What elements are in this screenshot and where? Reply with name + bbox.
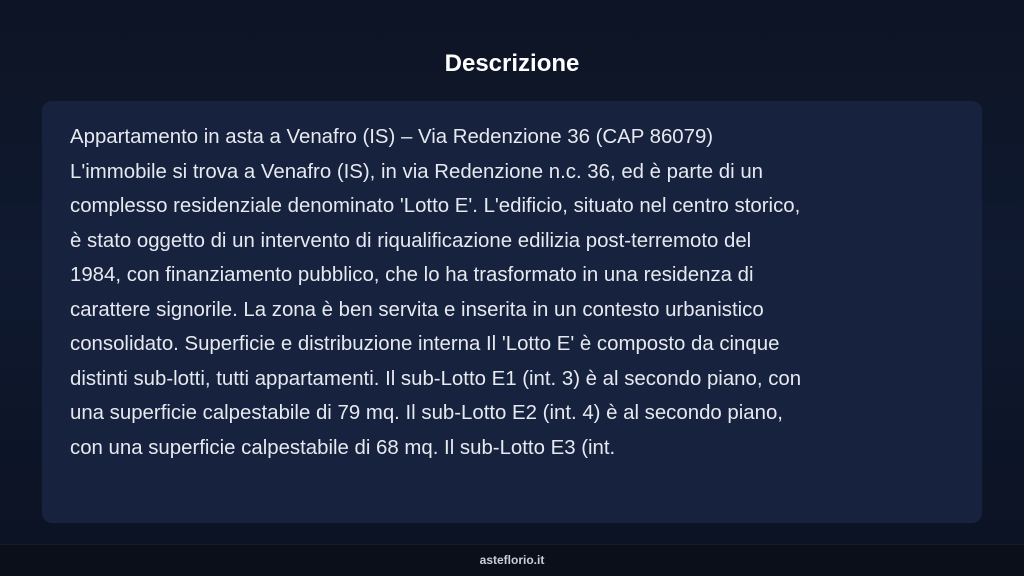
description-line: distinti sub-lotti, tutti appartamenti. Il sub-Lotto E1 (int. 3) è al secondo piano, con — [70, 367, 802, 390]
description-line: consolidato. Superficie e distribuzione interna Il 'Lotto E' è composto da cinque — [70, 333, 780, 355]
description-line: è stato oggetto di un intervento di riqualificazione edilizia post-terremoto del — [70, 229, 752, 252]
description-line: una superficie calpestabile di 79 mq. Il sub-Lotto E2 (int. 4) è al secondo piano, — [70, 402, 783, 424]
description-card — [42, 101, 982, 523]
footer-bar — [0, 544, 1024, 576]
footer-site-name: asteflorio.it — [479, 553, 545, 567]
description-line: complesso residenziale denominato 'Lotto E'. L'edificio, situato nel centro storico, — [70, 195, 801, 217]
description-line: Appartamento in asta a Venafro (IS) – Via Redenzione 36 (CAP 86079) — [70, 126, 714, 148]
description-line: L'immobile si trova a Venafro (IS), in via Redenzione n.c. 36, ed è parte di un — [70, 160, 764, 183]
description-line: carattere signorile. La zona è ben servita e inserita in un contesto urbanistico — [70, 298, 764, 321]
description-text — [70, 120, 954, 465]
description-line: con una superficie calpestabile di 68 mq. Il sub-Lotto E3 (int. — [70, 436, 616, 459]
page-title: Descrizione — [444, 50, 580, 77]
description-line: 1984, con finanziamento pubblico, che lo ha trasformato in una residenza di — [70, 264, 754, 286]
